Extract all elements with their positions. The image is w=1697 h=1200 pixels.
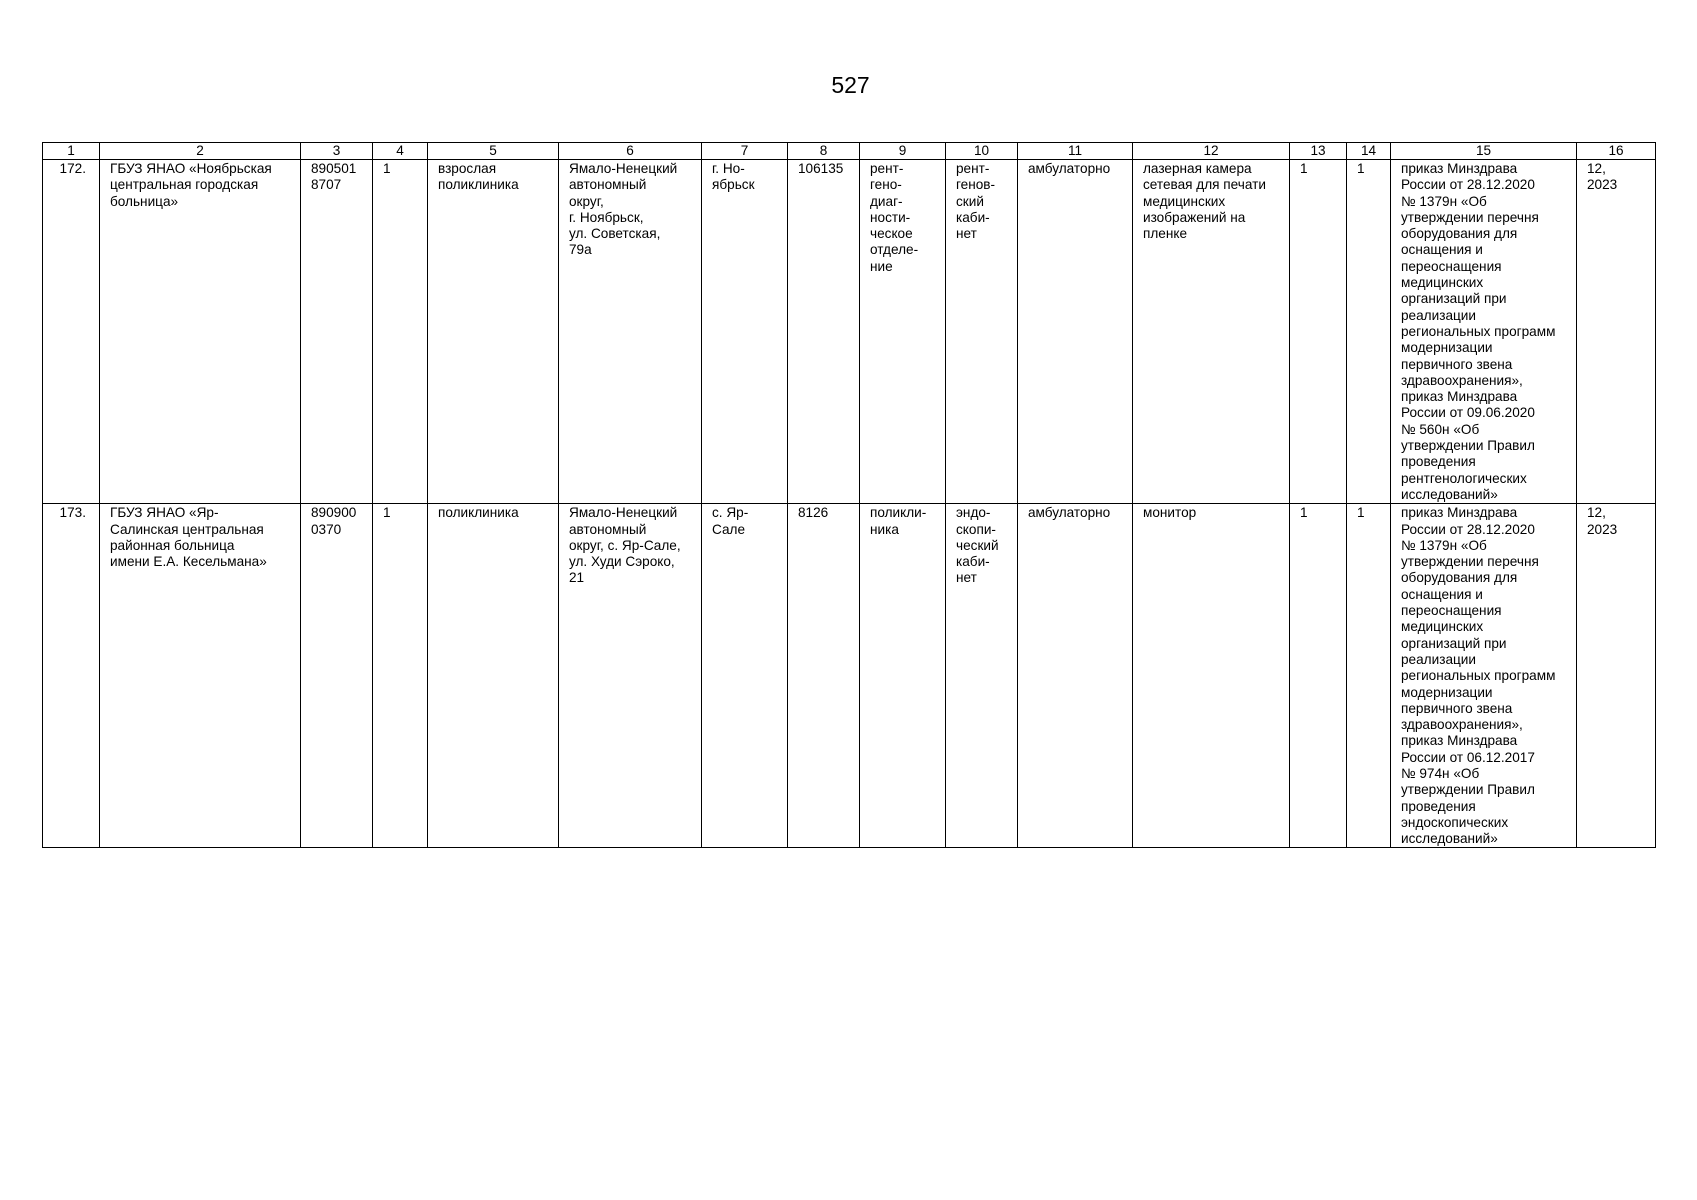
text-line: России от 09.06.2020 bbox=[1401, 405, 1535, 421]
text-line: ский bbox=[956, 193, 984, 209]
column-header: 15 bbox=[1391, 143, 1577, 160]
organization-code bbox=[301, 504, 373, 848]
legal-basis bbox=[1391, 504, 1577, 848]
text-line: ул. Худи Сэроко, bbox=[569, 554, 675, 570]
table-row bbox=[43, 504, 1656, 848]
column-header: 7 bbox=[702, 143, 788, 160]
population-value: 106135 bbox=[788, 160, 860, 504]
deadline bbox=[1577, 504, 1656, 848]
text-line: реализации bbox=[1401, 307, 1476, 323]
text-line: утверждении перечня bbox=[1401, 209, 1539, 225]
column-13-value: 1 bbox=[1290, 504, 1347, 848]
column-header: 11 bbox=[1018, 143, 1133, 160]
text-line: региональных программ bbox=[1401, 668, 1556, 684]
row-number: 173. bbox=[43, 504, 100, 848]
text-line: проведения bbox=[1401, 454, 1476, 470]
text-line: центральная городская bbox=[110, 177, 259, 193]
room bbox=[946, 504, 1018, 848]
text-line: ческий bbox=[956, 537, 999, 553]
text-line: г. Но- bbox=[712, 161, 745, 176]
text-line: ности- bbox=[870, 209, 911, 225]
text-line: ул. Советская, bbox=[569, 226, 661, 242]
care-conditions: амбулаторно bbox=[1018, 504, 1133, 848]
column-header: 9 bbox=[860, 143, 946, 160]
text-line: Салинская центральная bbox=[110, 521, 264, 537]
text-line: первичного звена bbox=[1401, 356, 1513, 372]
text-line: нет bbox=[956, 570, 977, 586]
text-line: рент- bbox=[870, 161, 904, 176]
text-line: организаций при bbox=[1401, 291, 1507, 307]
text-line: модернизации bbox=[1401, 340, 1493, 356]
text-line: России от 06.12.2017 bbox=[1401, 749, 1535, 765]
text-line: организаций при bbox=[1401, 635, 1507, 651]
text-line: ябрьск bbox=[712, 177, 755, 193]
register-table bbox=[42, 142, 1656, 848]
organization-code bbox=[301, 160, 373, 504]
equipment-name bbox=[1133, 160, 1290, 504]
text-line: эндоскопических bbox=[1401, 814, 1509, 830]
text-line: эндо- bbox=[956, 505, 991, 521]
text-line: 890501 bbox=[311, 161, 357, 176]
text-line: № 974н «Об bbox=[1401, 765, 1480, 781]
text-line: Сале bbox=[712, 521, 746, 537]
settlement bbox=[702, 504, 788, 848]
text-line: с. Яр- bbox=[712, 505, 749, 521]
column-4-value: 1 bbox=[373, 160, 428, 504]
text-line: региональных программ bbox=[1401, 323, 1556, 339]
text-line: 12, bbox=[1587, 505, 1606, 521]
population-value: 8126 bbox=[788, 504, 860, 848]
deadline bbox=[1577, 160, 1656, 504]
text-line: № 1379н «Об bbox=[1401, 537, 1487, 553]
text-line: ГБУЗ ЯНАО «Яр- bbox=[110, 505, 219, 521]
text-line: оснащения и bbox=[1401, 242, 1483, 258]
text-line: монитор bbox=[1143, 505, 1197, 521]
text-line: 12, bbox=[1587, 161, 1606, 176]
text-line: автономный bbox=[569, 177, 647, 193]
text-line: оборудования для bbox=[1401, 570, 1518, 586]
text-line: ние bbox=[870, 258, 893, 274]
text-line: г. Ноябрьск, bbox=[569, 209, 644, 225]
text-line: поликли- bbox=[870, 505, 927, 521]
column-number-row bbox=[43, 143, 1656, 160]
text-line: здравоохранения», bbox=[1401, 372, 1523, 388]
text-line: оснащения и bbox=[1401, 586, 1483, 602]
text-line: Ямало-Ненецкий bbox=[569, 161, 678, 176]
text-line: исследований» bbox=[1401, 486, 1498, 502]
department bbox=[860, 504, 946, 848]
text-line: проведения bbox=[1401, 798, 1476, 814]
column-header: 13 bbox=[1290, 143, 1347, 160]
text-line: исследований» bbox=[1401, 831, 1498, 847]
text-line: сетевая для печати bbox=[1143, 177, 1266, 193]
text-line: пленке bbox=[1143, 226, 1188, 242]
text-line: 890900 bbox=[311, 505, 357, 521]
text-line: автономный bbox=[569, 521, 647, 537]
unit-type bbox=[428, 160, 559, 504]
column-header: 16 bbox=[1577, 143, 1656, 160]
settlement bbox=[702, 160, 788, 504]
text-line: отделе- bbox=[870, 242, 919, 258]
text-line: ГБУЗ ЯНАО «Ноябрьская bbox=[110, 161, 272, 176]
text-line: России от 28.12.2020 bbox=[1401, 521, 1535, 537]
text-line: медицинских bbox=[1401, 619, 1484, 635]
text-line: поликлиника bbox=[438, 505, 519, 521]
text-line: 2023 bbox=[1587, 177, 1618, 193]
text-line: модернизации bbox=[1401, 684, 1493, 700]
text-line: приказ Минздрава bbox=[1401, 389, 1518, 405]
text-line: диаг- bbox=[870, 193, 903, 209]
text-line: лазерная камера bbox=[1143, 161, 1252, 176]
column-13-value: 1 bbox=[1290, 160, 1347, 504]
text-line: переоснащения bbox=[1401, 258, 1502, 274]
text-line: здравоохранения», bbox=[1401, 717, 1523, 733]
text-line: нет bbox=[956, 226, 977, 242]
column-header: 1 bbox=[43, 143, 100, 160]
column-header: 2 bbox=[100, 143, 301, 160]
text-line: переоснащения bbox=[1401, 603, 1502, 619]
text-line: приказ Минздрава bbox=[1401, 733, 1518, 749]
column-header: 4 bbox=[373, 143, 428, 160]
text-line: рент- bbox=[956, 161, 990, 176]
text-line: утверждении Правил bbox=[1401, 438, 1535, 454]
text-line: изображений на bbox=[1143, 209, 1246, 225]
text-line: 2023 bbox=[1587, 521, 1618, 537]
address bbox=[559, 504, 702, 848]
text-line: скопи- bbox=[956, 521, 996, 537]
text-line: первичного звена bbox=[1401, 700, 1513, 716]
text-line: 79а bbox=[569, 242, 592, 258]
text-line: приказ Минздрава bbox=[1401, 161, 1518, 176]
text-line: оборудования для bbox=[1401, 226, 1518, 242]
column-header: 6 bbox=[559, 143, 702, 160]
room bbox=[946, 160, 1018, 504]
legal-basis bbox=[1391, 160, 1577, 504]
row-number: 172. bbox=[43, 160, 100, 504]
text-line: 8707 bbox=[311, 177, 342, 193]
table-row bbox=[43, 160, 1656, 504]
column-header: 3 bbox=[301, 143, 373, 160]
column-header: 14 bbox=[1347, 143, 1391, 160]
text-line: округ, с. Яр-Сале, bbox=[569, 537, 681, 553]
text-line: России от 28.12.2020 bbox=[1401, 177, 1535, 193]
equipment-name bbox=[1133, 504, 1290, 848]
text-line: взрослая bbox=[438, 161, 497, 176]
text-line: гено- bbox=[870, 177, 902, 193]
organization-name bbox=[100, 160, 301, 504]
text-line: каби- bbox=[956, 209, 990, 225]
department bbox=[860, 160, 946, 504]
text-line: районная больница bbox=[110, 537, 235, 553]
column-header: 5 bbox=[428, 143, 559, 160]
text-line: ника bbox=[870, 521, 899, 537]
organization-name bbox=[100, 504, 301, 848]
unit-type bbox=[428, 504, 559, 848]
text-line: каби- bbox=[956, 554, 990, 570]
text-line: 0370 bbox=[311, 521, 342, 537]
text-line: генов- bbox=[956, 177, 996, 193]
column-header: 12 bbox=[1133, 143, 1290, 160]
column-header: 8 bbox=[788, 143, 860, 160]
text-line: Ямало-Ненецкий bbox=[569, 505, 678, 521]
text-line: реализации bbox=[1401, 651, 1476, 667]
text-line: больница» bbox=[110, 193, 179, 209]
text-line: ческое bbox=[870, 226, 913, 242]
text-line: приказ Минздрава bbox=[1401, 505, 1518, 521]
text-line: медицинских bbox=[1143, 193, 1226, 209]
text-line: округ, bbox=[569, 193, 604, 209]
text-line: 21 bbox=[569, 570, 585, 586]
text-line: имени Е.А. Кесельмана» bbox=[110, 554, 267, 570]
column-14-value: 1 bbox=[1347, 160, 1391, 504]
column-header: 10 bbox=[946, 143, 1018, 160]
text-line: рентгенологических bbox=[1401, 470, 1527, 486]
text-line: медицинских bbox=[1401, 275, 1484, 291]
care-conditions: амбулаторно bbox=[1018, 160, 1133, 504]
address bbox=[559, 160, 702, 504]
column-14-value: 1 bbox=[1347, 504, 1391, 848]
column-4-value: 1 bbox=[373, 504, 428, 848]
page-number: 527 bbox=[831, 72, 870, 98]
text-line: № 1379н «Об bbox=[1401, 193, 1487, 209]
text-line: № 560н «Об bbox=[1401, 421, 1480, 437]
text-line: утверждении Правил bbox=[1401, 782, 1535, 798]
text-line: поликлиника bbox=[438, 177, 519, 193]
text-line: утверждении перечня bbox=[1401, 554, 1539, 570]
